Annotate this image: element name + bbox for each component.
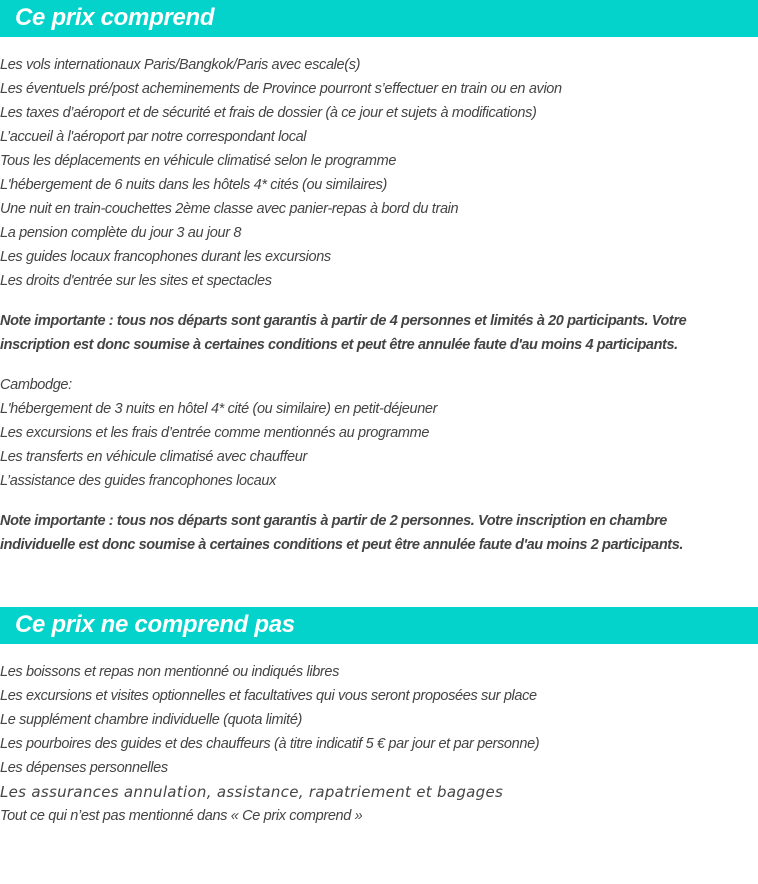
included-section-header [0,0,758,37]
list-item: Une nuit en train-couchettes 2ème classe avec panier-repas à bord du train [0,201,459,217]
included-title: Ce prix comprend [15,4,215,31]
list-item: Le supplément chambre individuelle (quota limité) [0,712,303,728]
list-item: Les pourboires des guides et des chauffeurs (à titre indicatif 5 € par jour et par personne) [0,736,540,752]
list-item: Les transferts en véhicule climatisé avec chauffeur [0,449,307,465]
list-item: Les guides locaux francophones durant les excursions [0,249,331,265]
excluded-list [0,660,539,828]
list-item: L’accueil à l'aéroport par notre correspondant local [0,129,307,145]
cambodia-label: Cambodge: [0,377,72,393]
list-item: Les boissons et repas non mentionné ou indiqués libres [0,664,339,680]
list-item: Les taxes d’aéroport et de sécurité et frais de dossier (à ce jour et sujets à modifications) [0,105,537,121]
list-item: Tout ce qui n’est pas mentionné dans « Ce prix comprend » [0,808,363,824]
included-list [0,53,562,293]
important-note-single-room: Note importante : tous nos départs sont garantis à partir de 2 personnes. Votre inscription en chambre individuelle est donc soumise à certaines conditions et peut être annulée faute d'au moins 2 participants. [0,513,683,553]
list-item: Les excursions et visites optionnelles et facultatives qui vous seront proposées sur place [0,688,537,704]
list-item: Les excursions et les frais d’entrée comme mentionnés au programme [0,425,430,441]
cambodia-list [0,397,437,493]
list-item: L'hébergement de 6 nuits dans les hôtels 4* cités (ou similaires) [0,177,388,193]
important-note-group: Note importante : tous nos départs sont garantis à partir de 4 personnes et limités à 20 participants. Votre inscription est donc soumise à certaines conditions et peut être annulée faute d'au moins 4 participants. [0,313,687,353]
excluded-section-header [0,607,758,644]
list-item: Les vols internationaux Paris/Bangkok/Paris avec escale(s) [0,57,361,73]
list-item: Tous les déplacements en véhicule climatisé selon le programme [0,153,397,169]
list-item: L’assistance des guides francophones locaux [0,473,276,489]
list-item: La pension complète du jour 3 au jour 8 [0,225,242,241]
list-item: Les dépenses personnelles [0,760,168,776]
list-item: Les assurances annulation, assistance, rapatriement et bagages [0,783,504,801]
list-item: Les éventuels pré/post acheminements de Province pourront s’effectuer en train ou en avion [0,81,562,97]
list-item: Les droits d'entrée sur les sites et spectacles [0,273,272,289]
excluded-title: Ce prix ne comprend pas [15,611,295,638]
list-item: L'hébergement de 3 nuits en hôtel 4* cité (ou similaire) en petit-déjeuner [0,401,438,417]
